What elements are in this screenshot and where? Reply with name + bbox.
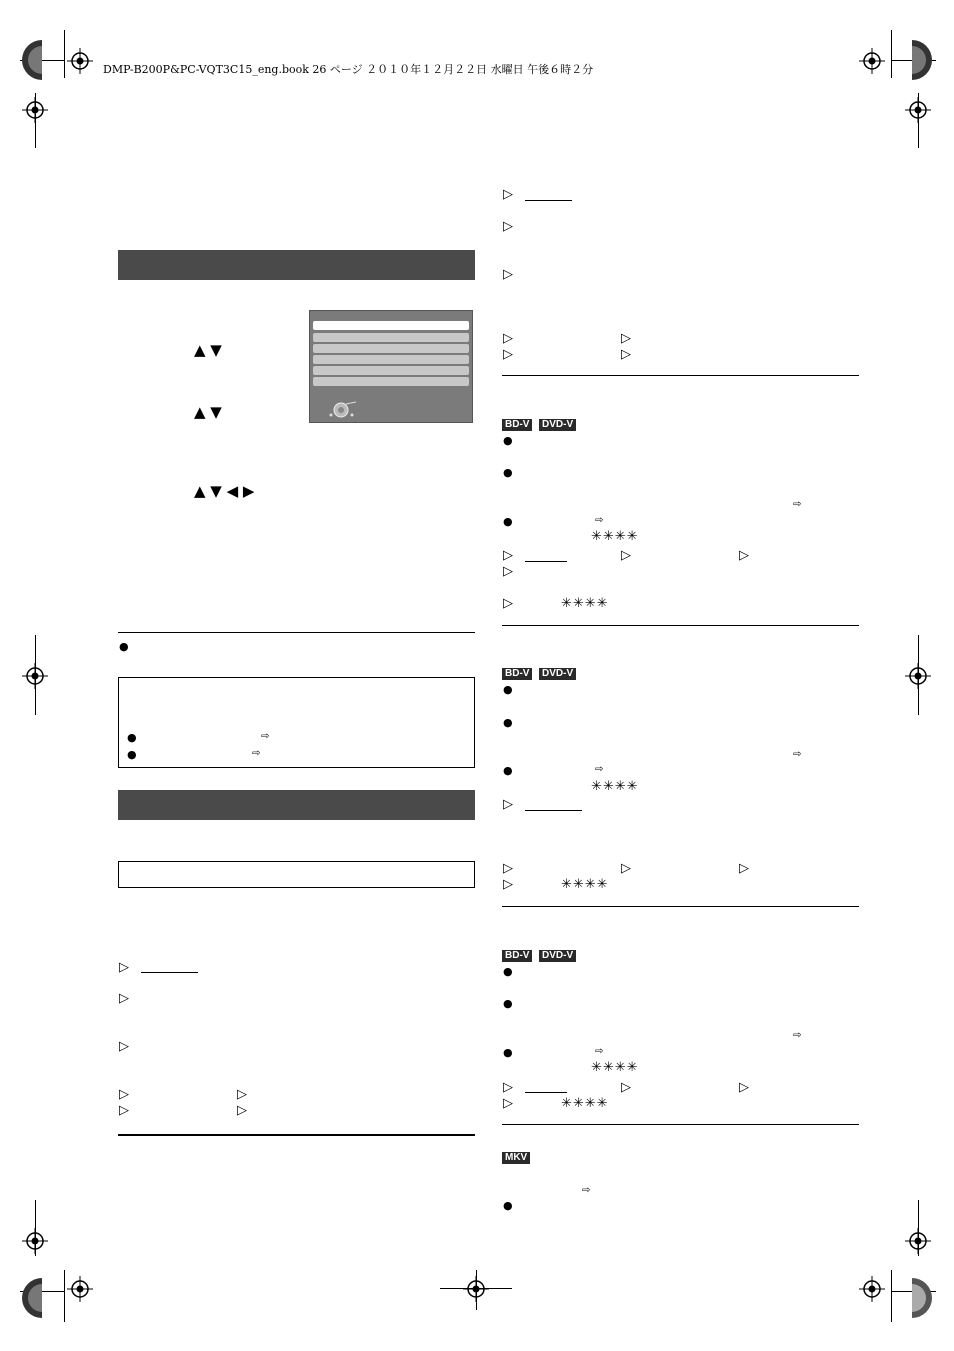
page-ref-arrow-icon: ⇨ (595, 764, 604, 775)
registration-mark-icon (22, 1228, 48, 1254)
password-stars: ✳✳✳✳ (591, 1060, 639, 1075)
page-ref-arrow-icon: ⇨ (261, 731, 270, 742)
option-triangle-icon: ▷ (621, 861, 631, 876)
dvd-video-badge: DVD-V (539, 950, 576, 962)
password-stars: ✳✳✳✳ (561, 596, 609, 611)
option-triangle-icon: ▷ (503, 1096, 513, 1111)
option-triangle-icon: ▷ (237, 1103, 247, 1118)
password-stars: ✳✳✳✳ (591, 529, 639, 544)
default-underline (525, 810, 582, 811)
default-underline (525, 200, 572, 201)
registration-mark-icon (22, 663, 48, 689)
registration-mark-icon (67, 1276, 93, 1302)
option-triangle-icon: ▷ (621, 1080, 631, 1095)
registration-mark-icon (905, 97, 931, 123)
color-wheel-icon (912, 1278, 932, 1318)
menu-row (313, 344, 469, 353)
page-ref-arrow-icon: ⇨ (793, 499, 802, 510)
bullet-icon: ● (127, 748, 137, 761)
option-triangle-icon: ▷ (119, 1087, 129, 1102)
default-underline (525, 561, 567, 562)
bullet-icon: ● (503, 515, 513, 528)
color-wheel-icon (22, 40, 42, 80)
bullet-icon: ● (503, 764, 513, 777)
menu-screen-illustration (309, 310, 473, 423)
section-heading-bar (118, 250, 475, 280)
color-wheel-icon (22, 1278, 42, 1318)
option-triangle-icon: ▷ (503, 219, 513, 234)
divider (502, 906, 859, 907)
setting-box (118, 861, 475, 888)
option-triangle-icon: ▷ (503, 596, 513, 611)
registration-mark-icon (463, 1276, 489, 1302)
divider (502, 1124, 859, 1125)
page-ref-arrow-icon: ⇨ (252, 748, 261, 759)
option-triangle-icon: ▷ (739, 1080, 749, 1095)
color-wheel-icon (912, 40, 932, 80)
option-triangle-icon: ▷ (503, 187, 513, 202)
password-stars: ✳✳✳✳ (561, 877, 609, 892)
remote-button-icon (328, 401, 358, 419)
option-triangle-icon: ▷ (503, 564, 513, 579)
registration-mark-icon (905, 663, 931, 689)
option-triangle-icon: ▷ (503, 877, 513, 892)
bullet-icon: ● (127, 731, 137, 744)
registration-mark-icon (905, 1228, 931, 1254)
divider (502, 625, 859, 626)
option-triangle-icon: ▷ (621, 548, 631, 563)
dvd-video-badge: DVD-V (539, 419, 576, 431)
option-triangle-icon: ▷ (119, 1103, 129, 1118)
up-down-keys: ▲ ▼ (194, 341, 222, 359)
divider (118, 1134, 475, 1136)
registration-mark-icon (22, 97, 48, 123)
option-triangle-icon: ▷ (503, 548, 513, 563)
section-heading-bar (118, 790, 475, 820)
registration-mark-icon (67, 48, 93, 74)
divider (502, 375, 859, 376)
menu-row-selected (313, 321, 469, 330)
option-triangle-icon: ▷ (739, 861, 749, 876)
direction-keys: ▲ ▼ ◀ ▶ (194, 482, 255, 500)
option-triangle-icon: ▷ (503, 331, 513, 346)
print-header: DMP-B200P&PC-VQT3C15_eng.book 26 ページ ２０１０年１２月２２日 水曜日 午後６時２分 (103, 63, 594, 76)
option-triangle-icon: ▷ (503, 1080, 513, 1095)
bullet-icon: ● (503, 716, 513, 729)
dvd-video-badge: DVD-V (539, 668, 576, 680)
option-triangle-icon: ▷ (119, 960, 129, 975)
menu-row (313, 377, 469, 386)
divider (118, 632, 475, 633)
bullet-icon: ● (503, 434, 513, 447)
default-underline (141, 972, 198, 973)
menu-row (313, 355, 469, 364)
page-ref-arrow-icon: ⇨ (793, 749, 802, 760)
bullet-icon: ● (119, 640, 129, 653)
bullet-icon: ● (503, 1199, 513, 1212)
registration-mark-icon (859, 48, 885, 74)
option-triangle-icon: ▷ (503, 861, 513, 876)
page-ref-arrow-icon: ⇨ (595, 1046, 604, 1057)
option-triangle-icon: ▷ (503, 347, 513, 362)
menu-row (313, 333, 469, 342)
option-triangle-icon: ▷ (237, 1087, 247, 1102)
option-triangle-icon: ▷ (503, 267, 513, 282)
mkv-badge: MKV (502, 1152, 530, 1164)
bd-video-badge: BD-V (502, 419, 532, 431)
option-triangle-icon: ▷ (621, 331, 631, 346)
option-triangle-icon: ▷ (119, 991, 129, 1006)
bullet-icon: ● (503, 683, 513, 696)
option-triangle-icon: ▷ (621, 347, 631, 362)
menu-row (313, 366, 469, 375)
page-ref-arrow-icon: ⇨ (595, 515, 604, 526)
password-stars: ✳✳✳✳ (591, 779, 639, 794)
bullet-icon: ● (503, 965, 513, 978)
bullet-icon: ● (503, 997, 513, 1010)
registration-mark-icon (859, 1276, 885, 1302)
option-triangle-icon: ▷ (503, 797, 513, 812)
default-underline (525, 1092, 567, 1093)
option-triangle-icon: ▷ (119, 1039, 129, 1054)
password-stars: ✳✳✳✳ (561, 1096, 609, 1111)
page-ref-arrow-icon: ⇨ (582, 1185, 591, 1196)
bd-video-badge: BD-V (502, 950, 532, 962)
bd-video-badge: BD-V (502, 668, 532, 680)
option-triangle-icon: ▷ (739, 548, 749, 563)
bullet-icon: ● (503, 466, 513, 479)
page-ref-arrow-icon: ⇨ (793, 1030, 802, 1041)
up-down-keys: ▲ ▼ (194, 403, 222, 421)
bullet-icon: ● (503, 1046, 513, 1059)
note-box (118, 677, 475, 768)
